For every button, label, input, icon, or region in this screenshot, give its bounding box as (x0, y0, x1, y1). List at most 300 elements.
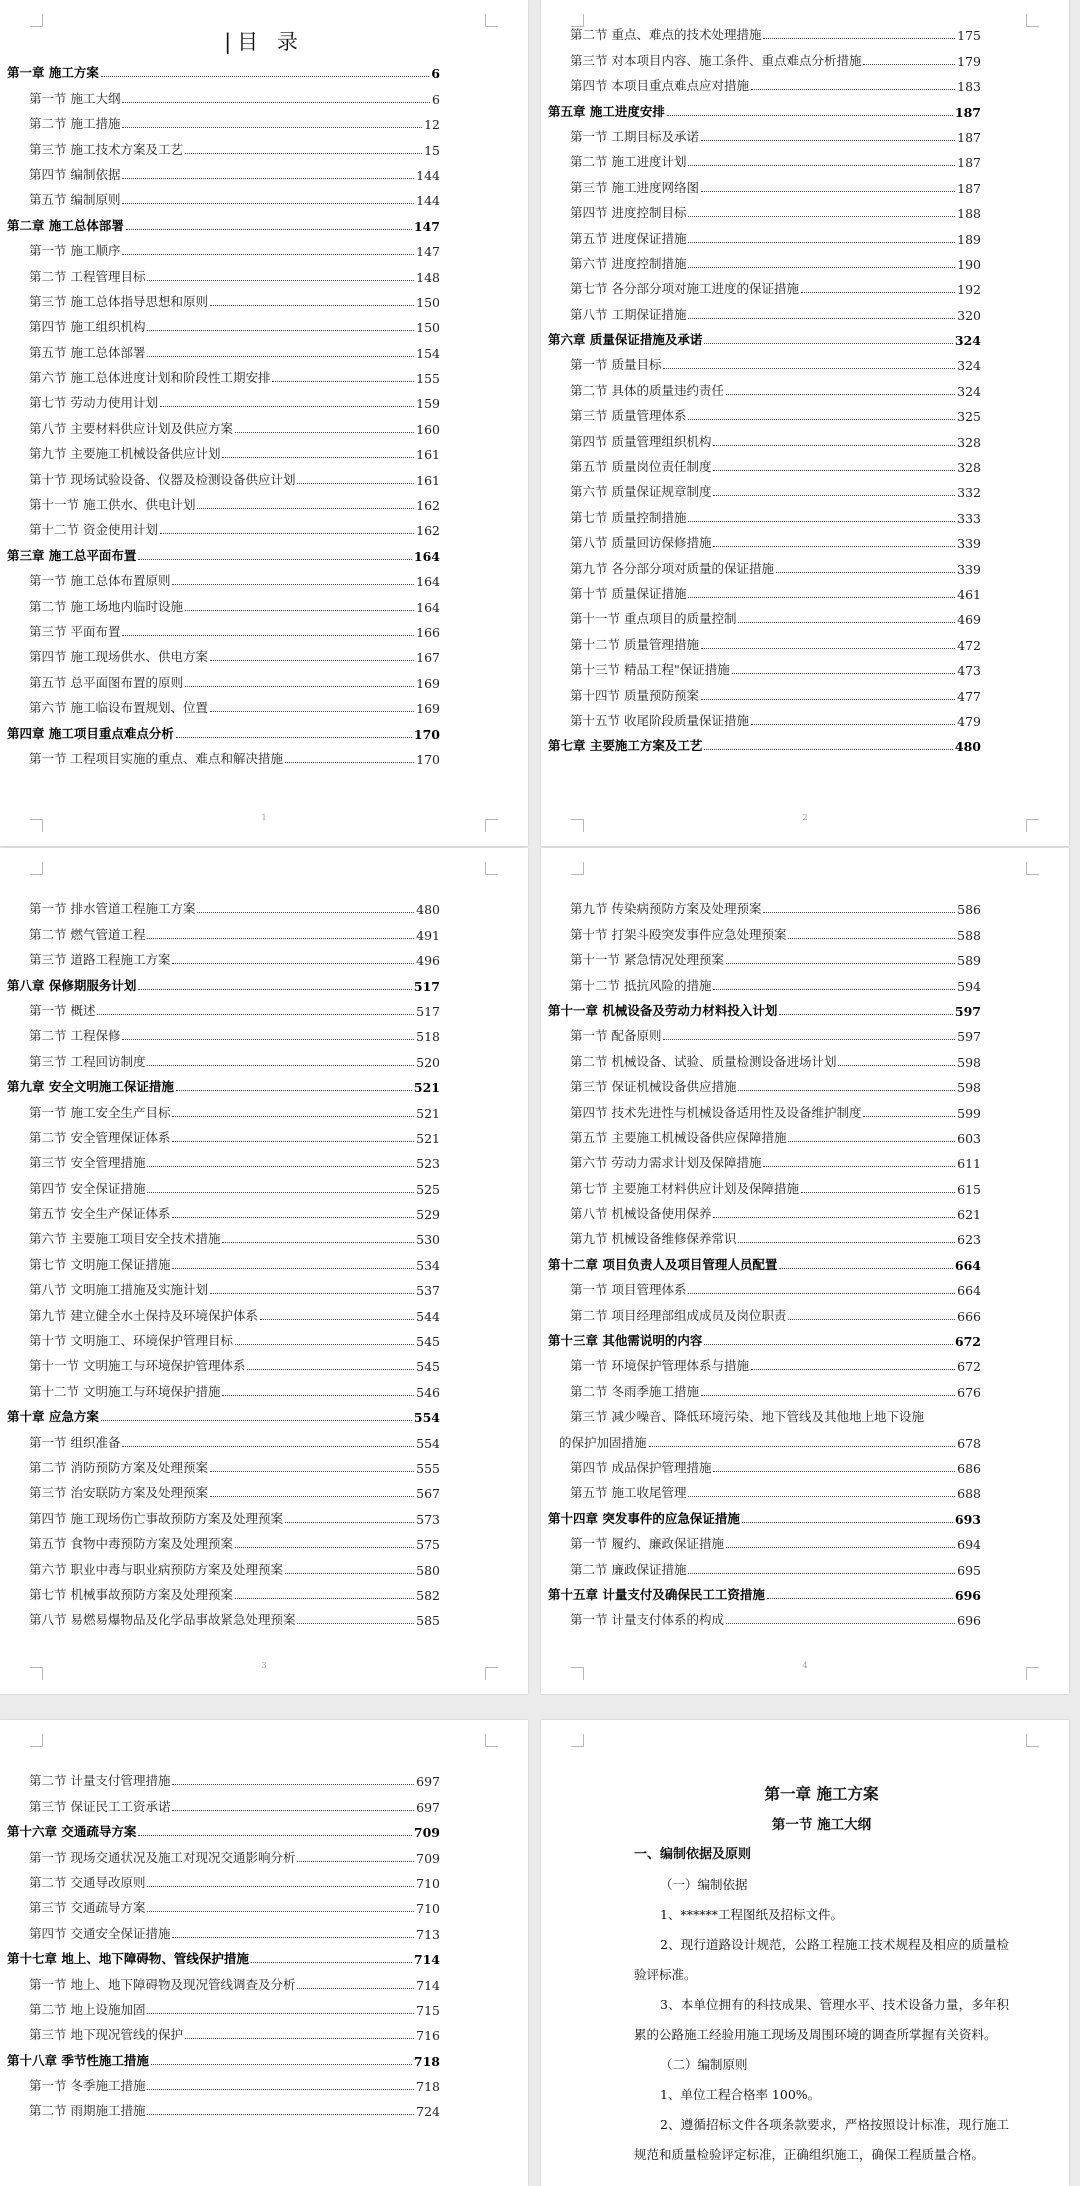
toc-leader-dots (713, 1471, 955, 1472)
toc-page-number: 187 (954, 104, 981, 120)
toc-section-entry[interactable] (7, 2018, 440, 2043)
toc-leader-dots (197, 912, 414, 913)
toc-page-number: 710 (416, 1875, 440, 1891)
toc-section-entry[interactable] (7, 564, 440, 589)
toc-page-number: 521 (416, 1130, 440, 1146)
toc-section-entry[interactable] (7, 640, 440, 665)
toc-page-number: 678 (957, 1435, 981, 1451)
toc-page-number: 714 (413, 1952, 440, 1968)
toc-page-3 (0, 848, 528, 1694)
toc-section-entry[interactable] (548, 1476, 981, 1501)
toc-entry-title: 第六节 质量保证规章制度 (570, 484, 712, 500)
toc-section-entry[interactable] (7, 2094, 440, 2119)
toc-section-entry[interactable] (7, 1324, 440, 1349)
toc-leader-dots (738, 1242, 955, 1243)
toc-entry-title: 第二节 地上设施加固 (29, 2001, 146, 2017)
toc-section-entry[interactable] (548, 196, 981, 221)
toc-chapter-entry[interactable] (548, 94, 981, 119)
toc-section-entry[interactable] (7, 107, 440, 132)
toc-entry-title: 第五节 安全生产保证体系 (29, 1206, 171, 1222)
toc-section-entry[interactable] (7, 513, 440, 538)
toc-section-entry[interactable] (548, 1197, 981, 1222)
toc-section-entry[interactable] (548, 348, 981, 373)
toc-section-entry[interactable] (7, 1916, 440, 1941)
toc-leader-dots (688, 521, 955, 522)
toc-entry-title: 第八节 机械设备使用保养 (570, 1206, 712, 1222)
toc-section-entry[interactable] (7, 1095, 440, 1120)
toc-page-number: 615 (957, 1181, 981, 1197)
toc-entry-title: 第四节 施工现场伤亡事故预防方案及处理预案 (29, 1510, 283, 1526)
toc-chapter-entry[interactable] (548, 1247, 981, 1272)
toc-section-entry[interactable] (7, 1247, 440, 1272)
toc-leader-dots (147, 2114, 414, 2115)
toc-section-entry[interactable] (7, 81, 440, 106)
toc-section-entry[interactable] (548, 678, 981, 703)
toc-leader-dots (147, 2013, 414, 2014)
toc-section-entry[interactable] (548, 1273, 981, 1298)
toc-entry-title: 第三节 施工进度网络图 (570, 179, 699, 195)
toc-leader-dots (172, 1268, 414, 1269)
toc-page-number: 162 (416, 498, 440, 514)
toc-chapter-entry[interactable] (548, 1324, 981, 1349)
toc-section-entry[interactable] (548, 1425, 981, 1450)
toc-entry-title: 第九章 安全文明施工保证措施 (7, 1079, 174, 1095)
toc-section-entry[interactable] (548, 1222, 981, 1247)
toc-leader-dots (688, 1293, 955, 1294)
toc-leader-dots (688, 267, 955, 268)
toc-entry-title: 第一节 施工大纲 (29, 90, 121, 106)
toc-entry-title: 第六节 劳动力需求计划及保障措施 (570, 1155, 762, 1171)
toc-chapter-entry[interactable] (7, 538, 440, 563)
toc-page-number: 169 (416, 701, 440, 717)
toc-entry-title: 第八节 工期保证措施 (570, 306, 687, 322)
toc-section-entry[interactable] (548, 424, 981, 449)
toc-leader-dots (285, 1522, 414, 1523)
toc-section-entry[interactable] (548, 373, 981, 398)
toc-section-entry[interactable] (548, 1095, 981, 1120)
toc-entry-title: 第六节 职业中毒与职业病预防方案及处理预案 (29, 1561, 283, 1577)
toc-entry-title: 第四节 交通安全保证措施 (29, 1925, 171, 1941)
toc-chapter-entry[interactable] (7, 968, 440, 993)
toc-page-5 (0, 1720, 528, 2186)
toc-leader-dots (138, 559, 412, 560)
toc-entry-title: 第三节 施工技术方案及工艺 (29, 141, 183, 157)
toc-page-number: 709 (413, 1825, 440, 1841)
toc-section-entry[interactable] (7, 259, 440, 284)
toc-page-number: 150 (416, 320, 440, 336)
toc-chapter-entry[interactable] (7, 1400, 440, 1425)
toc-section-entry[interactable] (7, 1222, 440, 1247)
toc-page-number: 164 (416, 599, 440, 615)
toc-entry-title: 第三节 工程回访制度 (29, 1053, 146, 1069)
toc-section-entry[interactable] (7, 1197, 440, 1222)
toc-section-entry[interactable] (548, 221, 981, 246)
section-title: 第一节 施工大纲 (771, 1817, 872, 1833)
toc-leader-dots (147, 938, 414, 939)
toc-page-number: 148 (416, 269, 440, 285)
toc-page-number: 161 (416, 447, 440, 463)
toc-section-entry[interactable] (7, 1146, 440, 1171)
toc-section-entry[interactable] (548, 1070, 981, 1095)
toc-section-entry[interactable] (7, 386, 440, 411)
toc-page-number: 324 (954, 333, 981, 349)
toc-page-number: 718 (416, 2079, 440, 2095)
toc-section-entry[interactable] (7, 1273, 440, 1298)
toc-section-entry[interactable] (7, 994, 440, 1019)
toc-leader-dots (185, 153, 422, 154)
toc-leader-dots (801, 292, 955, 293)
toc-section-entry[interactable] (548, 297, 981, 322)
toc-leader-dots (701, 140, 955, 141)
toc-leader-dots (210, 1471, 414, 1472)
toc-chapter-entry[interactable] (7, 56, 440, 81)
toc-section-entry[interactable] (548, 602, 981, 627)
toc-entry-title: 第二节 冬雨季施工措施 (570, 1383, 699, 1399)
toc-page-number: 534 (416, 1257, 440, 1273)
toc-list (548, 892, 981, 1628)
toc-section-entry[interactable] (7, 742, 440, 767)
toc-leader-dots (763, 1166, 955, 1167)
toc-section-entry[interactable] (7, 1501, 440, 1526)
toc-page-number: 603 (957, 1130, 981, 1146)
toc-section-entry[interactable] (548, 475, 981, 500)
page-number: 4 (802, 1661, 808, 1670)
toc-page-number: 718 (413, 2053, 440, 2069)
toc-page-number: 544 (416, 1308, 440, 1324)
toc-page-number: 672 (957, 1359, 981, 1375)
toc-section-entry[interactable] (548, 892, 981, 917)
margin-mark-top-right (1026, 1734, 1039, 1747)
toc-page-number: 147 (416, 244, 440, 260)
toc-chapter-entry[interactable] (548, 994, 981, 1019)
toc-entry-title: 第四节 技术先进性与机械设备适用性及设备维护制度 (570, 1104, 862, 1120)
toc-leader-dots (742, 1522, 953, 1523)
subheading: （二）编制原则 (660, 2057, 748, 2072)
toc-leader-dots (751, 724, 955, 725)
toc-section-entry[interactable] (548, 69, 981, 94)
toc-chapter-entry[interactable] (548, 1578, 981, 1603)
toc-page-number: 598 (957, 1080, 981, 1096)
toc-section-entry[interactable] (548, 551, 981, 576)
paragraph: 2、现行道路设计规范，公路工程施工技术规程及相应的质量检验评标准。 (634, 1937, 1009, 1982)
toc-section-entry[interactable] (7, 234, 440, 259)
toc-section-entry[interactable] (7, 1374, 440, 1399)
toc-section-entry[interactable] (548, 1171, 981, 1196)
toc-page-number: 537 (416, 1283, 440, 1299)
toc-entry-title: 第三节 平面布置 (29, 623, 121, 639)
toc-section-entry[interactable] (548, 1121, 981, 1146)
toc-page-number: 164 (413, 548, 440, 564)
toc-section-entry[interactable] (7, 411, 440, 436)
toc-entry-title: 第四节 成品保护管理措施 (570, 1459, 712, 1475)
toc-section-entry[interactable] (7, 1789, 440, 1814)
toc-leader-dots (704, 749, 953, 750)
margin-mark-top-left (30, 1734, 43, 1747)
toc-section-entry[interactable] (7, 589, 440, 614)
toc-leader-dots (97, 1014, 414, 1015)
toc-page-number: 517 (413, 978, 440, 994)
toc-page-number: 724 (416, 2104, 440, 2120)
toc-section-entry[interactable] (548, 450, 981, 475)
toc-entry-title: 的保护加固措施 (559, 1434, 647, 1450)
toc-section-entry[interactable] (7, 488, 440, 513)
toc-page-number: 187 (957, 129, 981, 145)
toc-chapter-entry[interactable] (7, 1070, 440, 1095)
toc-entry-title: 第八章 保修期服务计划 (7, 977, 137, 993)
toc-title: |目 录 (224, 30, 304, 54)
toc-entry-title: 第五章 施工进度安排 (548, 103, 665, 119)
toc-page-number: 472 (957, 637, 981, 653)
paragraph: 3、本单位拥有的科技成果、管理水平、技术设备力量，多年积累的公路施工经验用施工现场及周围环境的调查所掌握有关资料。 (634, 1997, 1009, 2042)
toc-page-number: 686 (957, 1460, 981, 1476)
toc-section-entry[interactable] (548, 500, 981, 525)
toc-page-number: 554 (416, 1435, 440, 1451)
toc-section-entry[interactable] (548, 272, 981, 297)
toc-leader-dots (713, 546, 955, 547)
toc-page-number: 710 (416, 1901, 440, 1917)
toc-section-entry[interactable] (548, 1451, 981, 1476)
toc-section-entry[interactable] (548, 1374, 981, 1399)
toc-section-entry[interactable] (7, 1425, 440, 1450)
toc-entry-title: 第十二节 质量管理措施 (570, 636, 699, 652)
toc-page-number: 696 (957, 1613, 981, 1629)
margin-mark-top-right (485, 1734, 498, 1747)
toc-entry-title: 第二节 机械设备、试验、质量检测设备进场计划 (570, 1053, 837, 1069)
toc-page-number: 339 (957, 561, 981, 577)
toc-page-number: 666 (957, 1308, 981, 1324)
toc-leader-dots (713, 470, 955, 471)
toc-leader-dots (185, 686, 414, 687)
toc-page-number: 325 (957, 409, 981, 425)
toc-page-number: 150 (416, 294, 440, 310)
toc-leader-dots (235, 1547, 414, 1548)
toc-entry-title: 第一节 概述 (29, 1002, 96, 1018)
heading: 一、编制依据及原则 (634, 1847, 752, 1862)
toc-page-number: 697 (416, 1774, 440, 1790)
toc-section-entry[interactable] (7, 335, 440, 360)
toc-leader-dots (160, 406, 414, 407)
toc-page-number: 159 (416, 396, 440, 412)
toc-chapter-entry[interactable] (7, 1815, 440, 1840)
toc-entry-title: 第七节 机械事故预防方案及处理预案 (29, 1586, 233, 1602)
toc-section-entry[interactable] (548, 1019, 981, 1044)
toc-leader-dots (235, 1598, 414, 1599)
toc-section-entry[interactable] (7, 1019, 440, 1044)
toc-entry-title: 第三章 施工总平面布置 (7, 547, 137, 563)
toc-page-number: 15 (424, 142, 440, 158)
toc-section-entry[interactable] (7, 917, 440, 942)
toc-section-entry[interactable] (7, 1967, 440, 1992)
toc-section-entry[interactable] (548, 399, 981, 424)
toc-section-entry[interactable] (548, 577, 981, 602)
toc-page-number: 161 (416, 472, 440, 488)
toc-section-entry[interactable] (7, 1603, 440, 1628)
toc-page-number: 188 (957, 206, 981, 222)
toc-section-entry[interactable] (7, 437, 440, 462)
toc-chapter-entry[interactable] (548, 323, 981, 348)
toc-leader-dots (185, 2038, 414, 2039)
toc-entry-title: 第六节 施工总体进度计划和阶段性工期安排 (29, 370, 271, 386)
toc-section-entry[interactable] (7, 132, 440, 157)
toc-leader-dots (260, 1319, 414, 1320)
toc-page-number: 324 (957, 358, 981, 374)
toc-entry-title: 第一节 质量目标 (570, 357, 662, 373)
toc-page-number: 6 (432, 91, 440, 107)
toc-leader-dots (147, 330, 414, 331)
toc-section-entry[interactable] (7, 1044, 440, 1069)
toc-page-number: 530 (416, 1232, 440, 1248)
toc-section-entry[interactable] (7, 1349, 440, 1374)
toc-section-entry[interactable] (548, 1146, 981, 1171)
toc-page-number: 496 (416, 953, 440, 969)
toc-section-entry[interactable] (548, 943, 981, 968)
toc-entry-title: 第一节 冬季施工措施 (29, 2078, 146, 2094)
toc-page-number: 175 (957, 28, 981, 44)
toc-leader-dots (172, 1810, 414, 1811)
toc-section-entry[interactable] (7, 1993, 440, 2018)
toc-section-entry[interactable] (7, 1121, 440, 1146)
page-number: 1 (261, 813, 267, 822)
toc-entry-title: 第二节 工程保修 (29, 1028, 121, 1044)
toc-section-entry[interactable] (7, 361, 440, 386)
toc-section-entry[interactable] (548, 1400, 981, 1425)
toc-entry-title: 第五节 主要施工机械设备供应保障措施 (570, 1129, 787, 1145)
page-number: 3 (261, 1661, 267, 1670)
toc-entry-title: 第四节 施工组织机构 (29, 319, 146, 335)
toc-leader-dots (726, 394, 955, 395)
toc-section-entry[interactable] (7, 462, 440, 487)
toc-section-entry[interactable] (7, 1171, 440, 1196)
toc-page-number: 469 (957, 612, 981, 628)
toc-section-entry[interactable] (548, 170, 981, 195)
toc-page-4 (541, 848, 1069, 1694)
toc-section-entry[interactable] (548, 1603, 981, 1628)
toc-leader-dots (147, 356, 414, 357)
toc-section-entry[interactable] (548, 1552, 981, 1577)
toc-section-entry[interactable] (7, 310, 440, 335)
toc-entry-title: 第三节 质量管理体系 (570, 408, 687, 424)
toc-entry-title: 第一章 施工方案 (7, 65, 99, 81)
toc-page-number: 715 (416, 2002, 440, 2018)
toc-section-entry[interactable] (548, 145, 981, 170)
toc-leader-dots (210, 711, 414, 712)
toc-leader-dots (126, 229, 412, 230)
toc-chapter-entry[interactable] (7, 208, 440, 233)
toc-leader-dots (688, 242, 955, 243)
toc-leader-dots (701, 699, 955, 700)
toc-leader-dots (726, 1547, 955, 1548)
toc-section-entry[interactable] (548, 653, 981, 678)
toc-section-entry[interactable] (548, 526, 981, 551)
toc-section-entry[interactable] (548, 1527, 981, 1552)
toc-page-number: 597 (954, 1003, 981, 1019)
toc-chapter-entry[interactable] (548, 1501, 981, 1526)
toc-entry-title: 第十一节 重点项目的质量控制 (570, 611, 737, 627)
toc-section-entry[interactable] (7, 1764, 440, 1789)
toc-chapter-entry[interactable] (7, 2043, 440, 2068)
toc-entry-title: 第十三节 精品工程"保证措施 (570, 662, 730, 678)
toc-section-entry[interactable] (7, 183, 440, 208)
toc-leader-dots (147, 1166, 414, 1167)
toc-chapter-entry[interactable] (7, 716, 440, 741)
toc-section-entry[interactable] (7, 158, 440, 183)
toc-section-entry[interactable] (7, 1891, 440, 1916)
toc-page-number: 183 (957, 79, 981, 95)
toc-section-entry[interactable] (548, 1044, 981, 1069)
toc-leader-dots (701, 191, 955, 192)
toc-entry-title: 第七节 各分部分项对施工进度的保证措施 (570, 281, 799, 297)
toc-section-entry[interactable] (548, 43, 981, 68)
subheading: （一）编制依据 (660, 1877, 748, 1892)
toc-section-entry[interactable] (548, 18, 981, 43)
toc-section-entry[interactable] (548, 968, 981, 993)
toc-section-entry[interactable] (548, 1349, 981, 1374)
toc-section-entry[interactable] (7, 1578, 440, 1603)
toc-section-entry[interactable] (7, 691, 440, 716)
toc-section-entry[interactable] (7, 285, 440, 310)
toc-page-number: 192 (957, 282, 981, 298)
toc-leader-dots (147, 1192, 414, 1193)
toc-leader-dots (751, 1369, 955, 1370)
toc-chapter-entry[interactable] (548, 729, 981, 754)
toc-leader-dots (122, 635, 414, 636)
toc-section-entry[interactable] (7, 665, 440, 690)
toc-leader-dots (138, 989, 412, 990)
toc-section-entry[interactable] (7, 2069, 440, 2094)
toc-section-entry[interactable] (7, 1552, 440, 1577)
toc-leader-dots (101, 76, 429, 77)
toc-section-entry[interactable] (548, 120, 981, 145)
toc-leader-dots (863, 64, 955, 65)
toc-chapter-entry[interactable] (7, 1942, 440, 1967)
toc-page-number: 333 (957, 510, 981, 526)
toc-page-number: 479 (957, 713, 981, 729)
toc-page-number: 554 (413, 1410, 440, 1426)
toc-page-number: 179 (957, 53, 981, 69)
toc-section-entry[interactable] (7, 892, 440, 917)
toc-section-entry[interactable] (548, 917, 981, 942)
toc-page-number: 695 (957, 1562, 981, 1578)
toc-entry-title: 第一节 配备原则 (570, 1028, 662, 1044)
toc-page-number: 328 (957, 434, 981, 450)
toc-section-entry[interactable] (548, 1298, 981, 1323)
toc-section-entry[interactable] (7, 615, 440, 640)
toc-leader-dots (210, 305, 414, 306)
toc-entry-title: 第八节 文明施工措施及实施计划 (29, 1282, 208, 1298)
toc-section-entry[interactable] (7, 1866, 440, 1891)
toc-section-entry[interactable] (7, 1840, 440, 1865)
toc-section-entry[interactable] (548, 247, 981, 272)
toc-page-number: 328 (957, 460, 981, 476)
toc-section-entry[interactable] (7, 1527, 440, 1552)
toc-page-number: 676 (957, 1384, 981, 1400)
toc-entry-title: 第五节 编制原则 (29, 192, 121, 208)
toc-section-entry[interactable] (7, 1476, 440, 1501)
toc-entry-title: 第十二节 抵抗风险的措施 (570, 977, 712, 993)
toc-page-number: 696 (954, 1587, 981, 1603)
toc-entry-title: 第四节 本项目重点难点应对措施 (570, 78, 749, 94)
toc-entry-title: 第二节 施工措施 (29, 116, 121, 132)
toc-section-entry[interactable] (7, 943, 440, 968)
toc-section-entry[interactable] (7, 1298, 440, 1323)
toc-section-entry[interactable] (7, 1451, 440, 1476)
toc-page-number: 521 (413, 1080, 440, 1096)
toc-section-entry[interactable] (548, 627, 981, 652)
toc-entry-title: 第三节 安全管理措施 (29, 1155, 146, 1171)
toc-section-entry[interactable] (548, 704, 981, 729)
toc-page-number: 160 (416, 421, 440, 437)
toc-leader-dots (147, 1065, 414, 1066)
